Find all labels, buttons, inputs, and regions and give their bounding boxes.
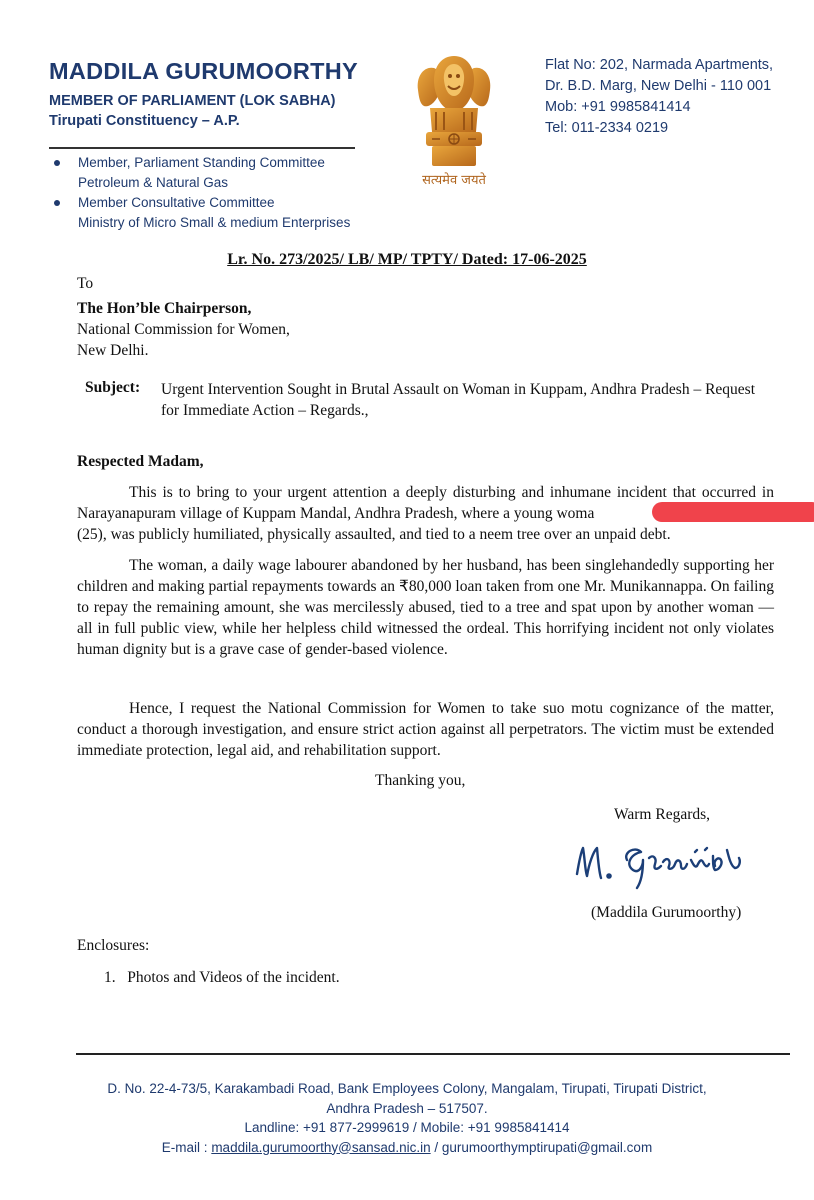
bullet-icon — [54, 200, 60, 206]
mp-name: MADDILA GURUMOORTHY — [49, 58, 358, 84]
recipient-block — [77, 273, 290, 361]
paragraph-text: This is to bring to your urgent attention a deeply disturbing and inhumane incident that occurred in Narayanapuram village of Kuppam Mandal, Andhra Pradesh, where a young woma — [77, 484, 774, 522]
email-label: E-mail : — [161, 1139, 212, 1155]
emblem-motto: सत्यमेव जयते — [422, 173, 486, 188]
paragraph-text: (25), was publicly humiliated, physically assaulted, and tied to a neem tree over an unpaid debt. — [77, 526, 671, 543]
mobile-number: Mob: +91 9985841414 — [545, 99, 691, 115]
recipient-title: The Hon’ble Chairperson, — [77, 300, 252, 317]
committee-detail: Petroleum & Natural Gas — [78, 175, 229, 190]
committee-title: Member Consultative Committee — [78, 195, 275, 210]
committee-list — [49, 153, 350, 233]
header-divider — [49, 147, 355, 149]
redaction-mark — [652, 502, 814, 522]
paragraph-text: Hence, I request the National Commission for Women to take suo motu cognizance of the matter, conduct a thorough investigation, and ensure strict action against all perpetrators. The victim must be extended immediate protection, legal aid, and rehabilitation support. — [77, 700, 774, 759]
committee-title: Member, Parliament Standing Committee — [78, 155, 325, 170]
paragraph-text: The woman, a daily wage labourer abandoned by her husband, has been singlehandedly supporting her children and making partial repayments towards an ₹80,000 loan taken from one Mr. Munikannappa. On failing to repay the remaining amount, she was mercilessly abused, tied to a tree and spat upon by another woman — all in full public view, while her helpless child witnessed the ordeal. This horrifying incident not only violates human dignity but is a grave case of gender-based violence. — [77, 557, 774, 658]
telephone-number: Tel: 011-2334 0219 — [545, 120, 669, 136]
footer-address-line: D. No. 22-4-73/5, Karakambadi Road, Bank Employees Colony, Mangalam, Tirupati, Tirupati District, — [107, 1081, 707, 1096]
committee-item — [49, 193, 350, 233]
address-line: Dr. B.D. Marg, New Delhi - 110 001 — [545, 78, 772, 94]
subject-label: Subject: — [85, 379, 141, 396]
body-paragraph — [77, 555, 774, 660]
email-link-secondary[interactable]: gurumoorthymptirupati@gmail.com — [441, 1139, 653, 1155]
recipient-org: National Commission for Women, — [77, 321, 290, 338]
regards-line: Warm Regards, — [614, 806, 711, 823]
body-paragraph — [77, 698, 774, 761]
letter-reference: Lr. No. 273/2025/ LB/ MP/ TPTY/ Dated: 17-06-2025 — [227, 251, 587, 268]
office-address — [545, 55, 773, 139]
enclosure-item: 1. Photos and Videos of the incident. — [104, 969, 340, 986]
footer-email — [0, 1138, 814, 1158]
recipient-city: New Delhi. — [77, 342, 149, 359]
enclosures-label: Enclosures: — [77, 937, 150, 954]
subject-text: Urgent Intervention Sought in Brutal Assault on Woman in Kuppam, Andhra Pradesh – Request for Immediate Action – Regards., — [161, 381, 756, 419]
mp-designation: MEMBER OF PARLIAMENT (LOK SABHA) — [49, 93, 336, 109]
thanking-line: Thanking you, — [375, 772, 466, 789]
salutation: Respected Madam, — [77, 453, 204, 470]
email-separator: / — [430, 1139, 442, 1155]
national-emblem-icon — [412, 50, 496, 168]
footer-address — [0, 1079, 814, 1157]
signatory-name: (Maddila Gurumoorthy) — [591, 904, 742, 921]
address-line: Flat No: 202, Narmada Apartments, — [545, 57, 774, 73]
footer-divider — [76, 1053, 790, 1055]
mp-constituency: Tirupati Constituency – A.P. — [49, 113, 240, 129]
bullet-icon — [54, 160, 60, 166]
committee-item — [49, 153, 350, 193]
signature-image — [571, 830, 761, 892]
footer-phones: Landline: +91 877-2999619 / Mobile: +91 9985841414 — [244, 1120, 570, 1135]
committee-detail: Ministry of Micro Small & medium Enterprises — [78, 215, 351, 230]
body-paragraph — [77, 524, 774, 545]
footer-address-line: Andhra Pradesh – 517507. — [326, 1100, 488, 1116]
email-link-primary[interactable]: maddila.gurumoorthy@sansad.nic.in — [211, 1139, 431, 1155]
to-label: To — [77, 275, 94, 292]
